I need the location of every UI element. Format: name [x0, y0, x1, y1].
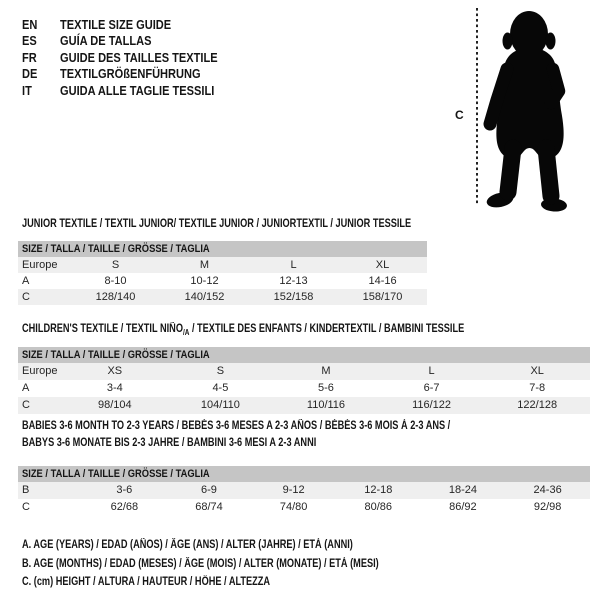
- table-header-row: [18, 241, 427, 257]
- row-label: C: [22, 501, 30, 513]
- cell: S: [216, 365, 225, 377]
- cell: 158/170: [362, 290, 403, 303]
- footnote-b: B. AGE (MONTHS) / EDAD (MESES) / ÂGE (MOIS) / ALTER (MONATE) / ETÀ (MESI): [22, 558, 379, 570]
- language-label: TEXTILE SIZE GUIDE: [60, 16, 172, 32]
- cell: XL: [530, 365, 544, 377]
- table-row: [18, 257, 427, 273]
- cell: 18-24: [448, 484, 477, 496]
- language-row-fr: [22, 49, 245, 66]
- cell: XS: [107, 365, 123, 377]
- title-post: / TEXTILE DES ENFANTS / KINDERTEXTIL / BAMBINI TESSILE: [189, 323, 465, 335]
- junior-size-table: [18, 241, 427, 305]
- table-row: [18, 363, 590, 380]
- cell: L: [428, 365, 435, 377]
- cell: 8-10: [104, 274, 127, 287]
- language-code: ES: [22, 33, 37, 49]
- babies-size-table: [18, 466, 590, 516]
- table-row: [18, 499, 590, 516]
- row-label: C: [22, 399, 30, 411]
- cell: XL: [375, 258, 390, 271]
- language-code: IT: [22, 82, 32, 98]
- cell: L: [290, 258, 297, 271]
- language-list: [22, 16, 245, 99]
- cell: 152/158: [273, 290, 314, 303]
- table-header-label: SIZE / TALLA / TAILLE / GRÖSSE / TAGLIA: [22, 242, 210, 255]
- cell: 122/128: [517, 399, 558, 411]
- row-label: Europe: [22, 258, 58, 271]
- language-code: EN: [22, 16, 38, 32]
- cell: 74/80: [279, 501, 308, 513]
- cell: 7-8: [529, 382, 546, 394]
- cell: 86/92: [449, 501, 477, 513]
- cell: 62/68: [110, 501, 139, 513]
- language-row-de: [22, 66, 245, 83]
- row-label: A: [22, 274, 30, 287]
- language-code: DE: [22, 66, 38, 82]
- table-row: [18, 380, 590, 397]
- language-label: TEXTILGRÖßENFÜHRUNG: [60, 66, 201, 82]
- language-code: FR: [22, 49, 37, 65]
- row-label: B: [22, 484, 30, 496]
- language-row-en: [22, 16, 245, 33]
- footnote-a: A. AGE (YEARS) / EDAD (AÑOS) / ÂGE (ANS) / ALTER (JAHRE) / ETÀ (ANNI): [22, 539, 353, 551]
- cell: 24-36: [533, 484, 562, 496]
- cell: 4-5: [212, 382, 229, 394]
- cell: 98/104: [97, 399, 132, 411]
- table-header-label: SIZE / TALLA / TAILLE / GRÖSSE / TAGLIA: [22, 467, 210, 480]
- language-label: GUIDA ALLE TAGLIE TESSILI: [60, 82, 215, 98]
- row-label: A: [22, 382, 30, 394]
- cell: 110/116: [306, 399, 346, 411]
- section-title-children: [22, 323, 575, 336]
- cell: 9-12: [282, 484, 305, 496]
- row-label: C: [22, 290, 30, 303]
- cell: 116/122: [412, 399, 452, 411]
- cell: 68/74: [195, 501, 223, 513]
- section-title-junior: JUNIOR TEXTILE / TEXTIL JUNIOR/ TEXTILE JUNIOR / JUNIORTEXTIL / JUNIOR TESSILE: [22, 218, 412, 230]
- table-header-row: [18, 347, 590, 363]
- cell: 14-16: [368, 274, 397, 287]
- cell: 12-18: [364, 484, 393, 496]
- cell: 104/110: [200, 399, 240, 411]
- height-label: C: [455, 108, 464, 122]
- cell: 10-12: [190, 274, 219, 287]
- row-label: Europe: [22, 365, 58, 377]
- cell: 6-9: [201, 484, 217, 496]
- table-row: [18, 289, 427, 305]
- section-title-babies-line2: BABYS 3-6 MONATE BIS 2-3 JAHRE / BAMBINI 3-6 MESI A 2-3 ANNI: [22, 437, 317, 449]
- table-row: [18, 397, 590, 414]
- language-row-es: [22, 33, 245, 50]
- cell: M: [199, 258, 210, 271]
- table-row: [18, 482, 590, 499]
- footnote-c: C. (cm) HEIGHT / ALTURA / HAUTEUR / HÖHE / ALTEZZA: [22, 576, 271, 588]
- language-row-it: [22, 82, 245, 99]
- table-header-label: SIZE / TALLA / TAILLE / GRÖSSE / TAGLIA: [22, 348, 210, 361]
- cell: 92/98: [533, 501, 562, 513]
- title-pre: CHILDREN'S TEXTILE / TEXTIL NIÑO: [22, 323, 183, 335]
- children-size-table: [18, 347, 590, 414]
- cell: S: [111, 258, 120, 271]
- section-title-babies-line1: BABIES 3-6 MONTH TO 2-3 YEARS / BEBÉS 3-6 MESES A 2-3 AÑOS / BÉBÉS 3-6 MOIS À 2-3 ANS /: [22, 420, 451, 432]
- cell: 6-7: [423, 382, 440, 394]
- table-row: [18, 273, 427, 289]
- cell: 128/140: [95, 290, 136, 303]
- cell: 5-6: [318, 382, 334, 394]
- cell: 12-13: [279, 274, 308, 287]
- cell: M: [321, 365, 331, 377]
- baby-silhouette-icon: [440, 0, 600, 220]
- title-subscript: /A: [182, 327, 190, 337]
- table-header-row: [18, 466, 590, 482]
- language-label: GUIDE DES TAILLES TEXTILE: [60, 49, 218, 65]
- cell: 140/152: [184, 290, 225, 303]
- cell: 3-4: [106, 382, 123, 394]
- cell: 3-6: [116, 484, 133, 496]
- cell: 80/86: [364, 501, 393, 513]
- language-label: GUÍA DE TALLAS: [60, 33, 152, 49]
